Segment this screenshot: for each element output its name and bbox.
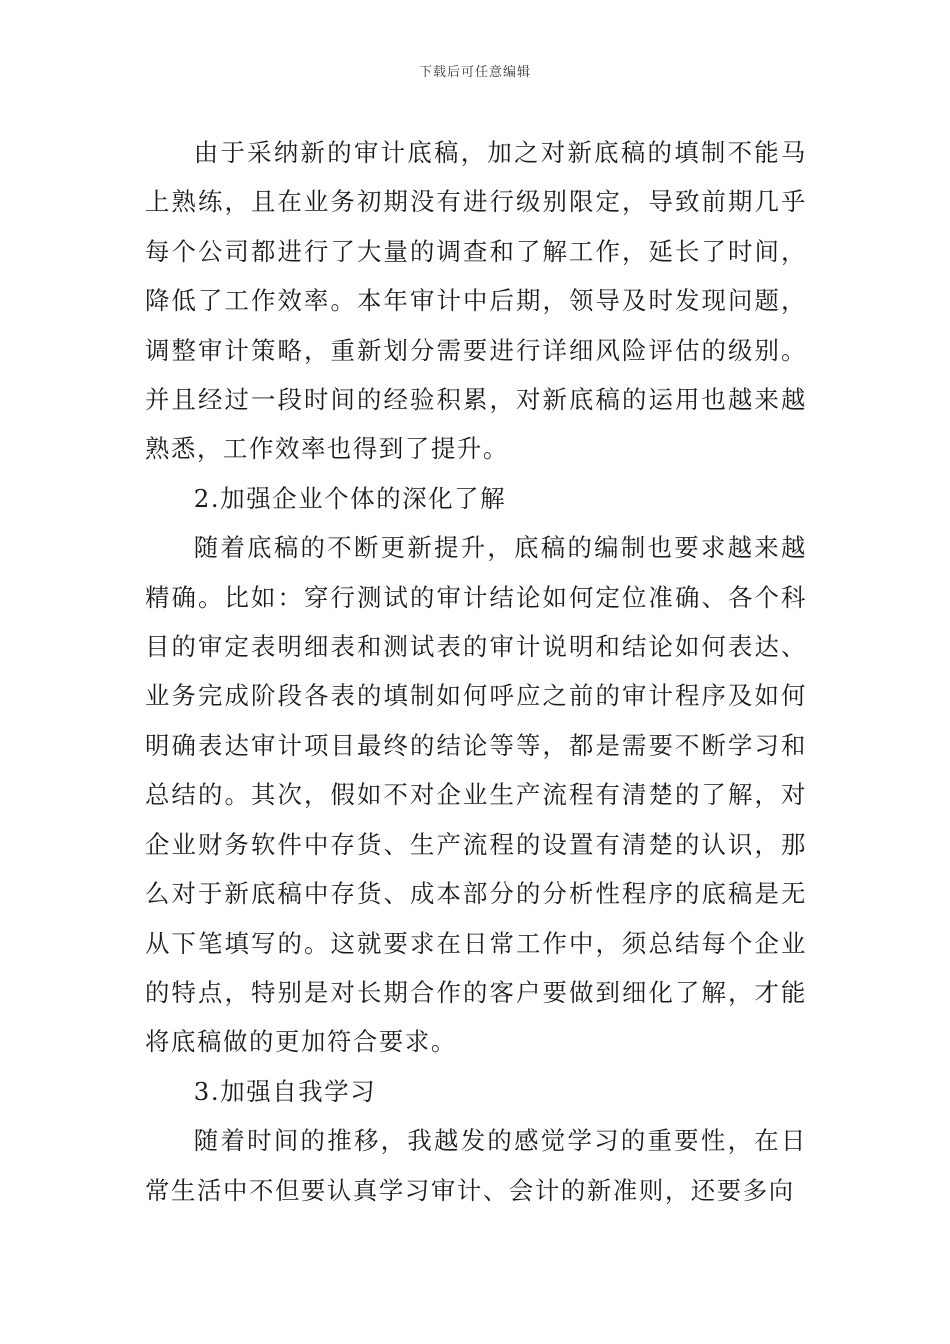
document-body — [145, 128, 807, 1215]
section-heading-2: 2.加强企业个体的深化了解 — [193, 483, 507, 513]
page-header-note: 下载后可任意编辑 — [418, 65, 531, 80]
section-heading-3: 3.加强自我学习 — [193, 1076, 377, 1106]
paragraph-enterprise-understanding: 随着底稿的不断更新提升，底稿的编制也要求越来越精确。比如：穿行测试的审计结论如何定位准确、各个科目的审定表明细表和测试表的审计说明和结论如何表达、业务完成阶段各表的填制如何呼应之前的审计程序及如何明确表达审计项目最终的结论等等，都是需要不断学习和总结的。其次，假如不对企业生产流程有清楚的了解，对企业财务软件中存货、生产流程的设置有清楚的认识，那么对于新底稿中存货、成本部分的分析性程序的底稿是无从下笔填写的。这就要求在日常工作中，须总结每个企业的特点，特别是对长期合作的客户要做到细化了解，才能将底稿做的更加符合要求。 — [145, 533, 807, 1057]
paragraph-self-learning: 随着时间的推移，我越发的感觉学习的重要性，在日常生活中不但要认真学习审计、会计的新准则，还要多向 — [145, 1126, 807, 1205]
paragraph-workpaper-efficiency: 由于采纳新的审计底稿，加之对新底稿的填制不能马上熟练，且在业务初期没有进行级别限定，导致前期几乎每个公司都进行了大量的调查和了解工作，延长了时间，降低了工作效率。本年审计中后期，领导及时发现问题，调整审计策略，重新划分需要进行详细风险评估的级别。并且经过一段时间的经验积累，对新底稿的运用也越来越熟悉，工作效率也得到了提升。 — [145, 138, 807, 464]
